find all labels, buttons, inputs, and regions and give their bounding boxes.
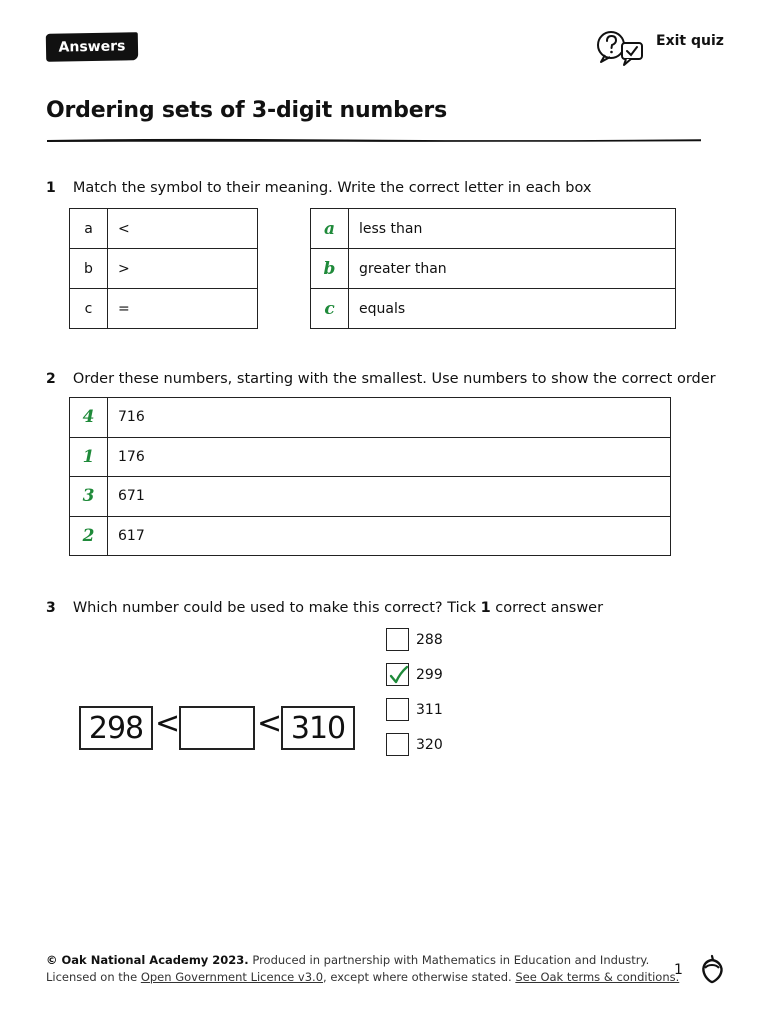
blank-number-box[interactable] — [179, 706, 255, 750]
footer-org: © Oak National Academy 2023. — [46, 953, 249, 967]
row-symbol: = — [108, 289, 258, 329]
row-meaning: less than — [349, 209, 676, 249]
option-label: 288 — [416, 631, 443, 648]
question-number: 3 — [46, 600, 56, 616]
page-number: 1 — [674, 962, 683, 978]
quiz-chat-icon — [596, 28, 646, 72]
table-row — [70, 477, 671, 517]
answer-box[interactable]: 4 — [70, 398, 108, 438]
symbol-table — [69, 208, 258, 329]
less-than-symbol: < — [257, 706, 283, 741]
question-text: Match the symbol to their meaning. Write the correct letter in each box — [72, 180, 592, 196]
answer-box[interactable]: 3 — [70, 477, 108, 517]
question-1 — [46, 177, 592, 196]
exit-quiz-label: Exit quiz — [656, 33, 724, 49]
answer-box[interactable]: 1 — [70, 437, 108, 477]
option-label: 299 — [416, 666, 443, 683]
answer-box[interactable]: 2 — [70, 516, 108, 556]
question-2 — [46, 368, 716, 387]
table-row — [70, 249, 258, 289]
option-311[interactable] — [386, 698, 443, 721]
option-288[interactable] — [386, 628, 443, 651]
row-symbol: < — [108, 209, 258, 249]
footer-text: © Oak National Academy 2023. Produced in partnership with Mathematics in Education and Industry. Licensed on the Open Government Licence v3.0, except where otherwise stated. See Oak terms & conditions. — [46, 953, 680, 984]
checkbox[interactable] — [386, 733, 409, 756]
row-meaning: greater than — [349, 249, 676, 289]
right-number-box: 310 — [281, 706, 355, 750]
table-row — [311, 249, 676, 289]
order-table — [69, 397, 671, 556]
row-symbol: > — [108, 249, 258, 289]
meaning-table — [310, 208, 676, 329]
tick-icon — [388, 664, 410, 686]
checkbox-checked[interactable] — [386, 663, 409, 686]
row-value: 716 — [108, 398, 671, 438]
page-title: Ordering sets of 3-digit numbers — [46, 98, 447, 123]
table-row — [311, 289, 676, 329]
answer-box[interactable]: b — [311, 249, 349, 289]
row-value: 671 — [108, 477, 671, 517]
option-320[interactable] — [386, 733, 443, 756]
exit-quiz[interactable] — [596, 28, 724, 72]
question-text: Which number could be used to make this correct? Tick 1 correct answer — [72, 600, 604, 616]
row-letter: c — [70, 289, 108, 329]
table-row — [70, 289, 258, 329]
question-3 — [46, 597, 603, 616]
row-letter: a — [70, 209, 108, 249]
terms-link[interactable]: See Oak terms & conditions. — [515, 970, 680, 984]
question-number: 1 — [46, 180, 56, 196]
licence-link[interactable]: Open Government Licence v3.0 — [140, 970, 324, 984]
table-row — [311, 209, 676, 249]
option-label: 320 — [416, 736, 443, 753]
answer-box[interactable]: a — [311, 209, 349, 249]
table-row — [70, 398, 671, 438]
row-value: 176 — [108, 437, 671, 477]
table-row — [70, 516, 671, 556]
checkbox[interactable] — [386, 628, 409, 651]
question-number: 2 — [46, 371, 56, 387]
answer-box[interactable]: c — [311, 289, 349, 329]
question-text: Order these numbers, starting with the smallest. Use numbers to show the correct order — [72, 371, 716, 387]
option-label: 311 — [416, 701, 443, 718]
table-row — [70, 209, 258, 249]
row-meaning: equals — [349, 289, 676, 329]
title-underline — [46, 136, 702, 144]
oak-acorn-icon — [700, 954, 724, 984]
table-row — [70, 437, 671, 477]
row-letter: b — [70, 249, 108, 289]
checkbox[interactable] — [386, 698, 409, 721]
left-number-box: 298 — [79, 706, 153, 750]
answers-badge: Answers — [46, 32, 138, 62]
row-value: 617 — [108, 516, 671, 556]
option-299[interactable] — [386, 663, 443, 686]
less-than-symbol: < — [155, 706, 181, 741]
